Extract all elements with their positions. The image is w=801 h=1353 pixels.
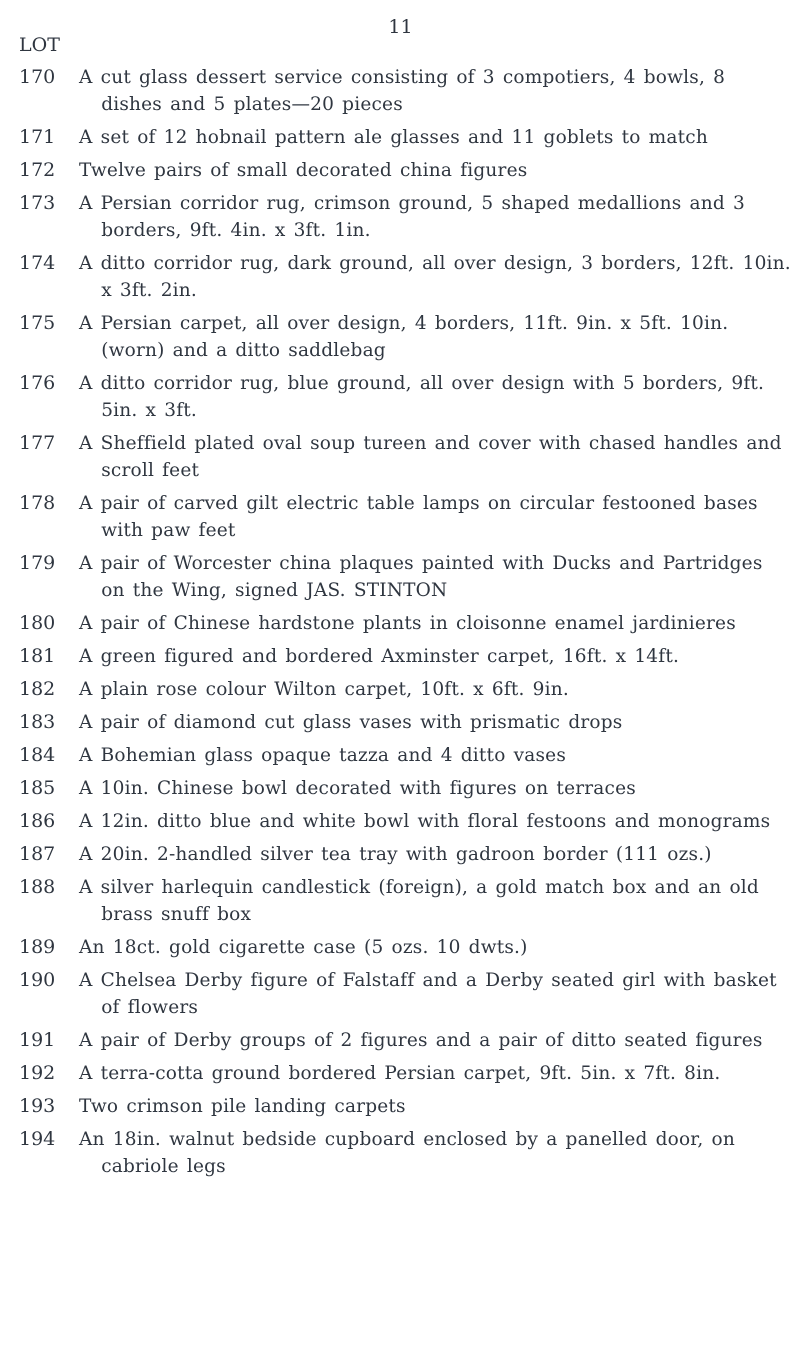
lot-description: An 18ct. gold cigarette case (5 ozs. 10 dwts.)	[79, 937, 528, 958]
lot-number: 193	[19, 1095, 56, 1117]
lot-entry	[19, 874, 791, 928]
lot-number: 181	[19, 645, 56, 667]
lot-description: An 18in. walnut bedside cupboard enclosed by a panelled door, on cabriole legs	[79, 1129, 735, 1177]
lot-entry	[19, 934, 791, 961]
lot-entry	[19, 610, 791, 637]
lot-description: A ditto corridor rug, blue ground, all over design with 5 borders, 9ft. 5in. x 3ft.	[79, 373, 765, 421]
lot-description: A 12in. ditto blue and white bowl with floral festoons and monograms	[79, 811, 771, 832]
lot-list	[19, 64, 791, 1186]
lot-entry	[19, 430, 791, 484]
lot-description: A plain rose colour Wilton carpet, 10ft. x 6ft. 9in.	[79, 679, 569, 700]
lot-entry	[19, 841, 791, 868]
page-number: 11	[388, 16, 413, 38]
lot-entry	[19, 709, 791, 736]
lot-description: A Sheffield plated oval soup tureen and cover with chased handles and scroll feet	[79, 433, 782, 481]
lot-entry	[19, 64, 791, 118]
lot-entry	[19, 1060, 791, 1087]
lot-description: A pair of Derby groups of 2 figures and a pair of ditto seated figures	[79, 1030, 763, 1051]
lot-description: A silver harlequin candlestick (foreign), a gold match box and an old brass snuff box	[79, 877, 759, 925]
lot-description: A pair of carved gilt electric table lamps on circular festooned bases with paw feet	[79, 493, 758, 541]
lot-description: A pair of Worcester china plaques painted with Ducks and Partridges on the Wing, signed JAS. STINTON	[79, 553, 763, 601]
lot-number: 173	[19, 192, 56, 214]
lot-number: 174	[19, 252, 56, 274]
lot-entry	[19, 310, 791, 364]
lot-description: A ditto corridor rug, dark ground, all over design, 3 borders, 12ft. 10in. x 3ft. 2in.	[79, 253, 791, 301]
lot-number: 187	[19, 843, 56, 865]
lot-description: A Persian carpet, all over design, 4 borders, 11ft. 9in. x 5ft. 10in. (worn) and a ditto saddlebag	[79, 313, 729, 361]
lot-number: 189	[19, 936, 56, 958]
lot-entry	[19, 1126, 791, 1180]
lot-number: 180	[19, 612, 56, 634]
lot-number: 192	[19, 1062, 56, 1084]
lot-number: 179	[19, 552, 56, 574]
lot-entry	[19, 550, 791, 604]
lot-number: 194	[19, 1128, 56, 1150]
lot-number: 182	[19, 678, 56, 700]
lot-entry	[19, 190, 791, 244]
lot-entry	[19, 250, 791, 304]
lot-entry	[19, 124, 791, 151]
lot-entry	[19, 1027, 791, 1054]
lot-number: 177	[19, 432, 56, 454]
lot-description: A Bohemian glass opaque tazza and 4 ditto vases	[79, 745, 567, 766]
lot-description: A 20in. 2-handled silver tea tray with gadroon border (111 ozs.)	[79, 844, 712, 865]
lot-number: 191	[19, 1029, 56, 1051]
lot-number: 183	[19, 711, 56, 733]
lot-number: 171	[19, 126, 56, 148]
lot-description: A 10in. Chinese bowl decorated with figures on terraces	[79, 778, 636, 799]
lot-description: A Chelsea Derby figure of Falstaff and a Derby seated girl with basket of flowers	[79, 970, 777, 1018]
lot-description: A pair of diamond cut glass vases with prismatic drops	[79, 712, 623, 733]
lot-entry	[19, 490, 791, 544]
lot-number: 186	[19, 810, 56, 832]
lot-number: 176	[19, 372, 56, 394]
lot-entry	[19, 1093, 791, 1120]
lot-entry	[19, 775, 791, 802]
lot-description: A green figured and bordered Axminster carpet, 16ft. x 14ft.	[79, 646, 680, 667]
lot-number: 185	[19, 777, 56, 799]
lot-description: A terra-cotta ground bordered Persian carpet, 9ft. 5in. x 7ft. 8in.	[79, 1063, 721, 1084]
lot-description: A Persian corridor rug, crimson ground, 5 shaped medallions and 3 borders, 9ft. 4in. x 3ft. 1in.	[79, 193, 745, 241]
lot-entry	[19, 676, 791, 703]
lot-description: A pair of Chinese hardstone plants in cloisonne enamel jardinieres	[79, 613, 736, 634]
lot-entry	[19, 157, 791, 184]
lot-description: Two crimson pile landing carpets	[79, 1096, 406, 1117]
lot-number: 188	[19, 876, 56, 898]
lot-number: 178	[19, 492, 56, 514]
lot-number: 170	[19, 66, 56, 88]
lot-entry	[19, 808, 791, 835]
lot-entry	[19, 643, 791, 670]
lot-number: 175	[19, 312, 56, 334]
lot-description: Twelve pairs of small decorated china figures	[79, 160, 528, 181]
lot-description: A cut glass dessert service consisting of 3 compotiers, 4 bowls, 8 dishes and 5 plates—20 pieces	[79, 67, 726, 115]
lot-description: A set of 12 hobnail pattern ale glasses and 11 goblets to match	[79, 127, 708, 148]
lot-number: 190	[19, 969, 56, 991]
lot-entry	[19, 370, 791, 424]
lot-number: 184	[19, 744, 56, 766]
lot-column-heading: LOT	[19, 34, 60, 56]
lot-entry	[19, 742, 791, 769]
lot-number: 172	[19, 159, 56, 181]
lot-entry	[19, 967, 791, 1021]
